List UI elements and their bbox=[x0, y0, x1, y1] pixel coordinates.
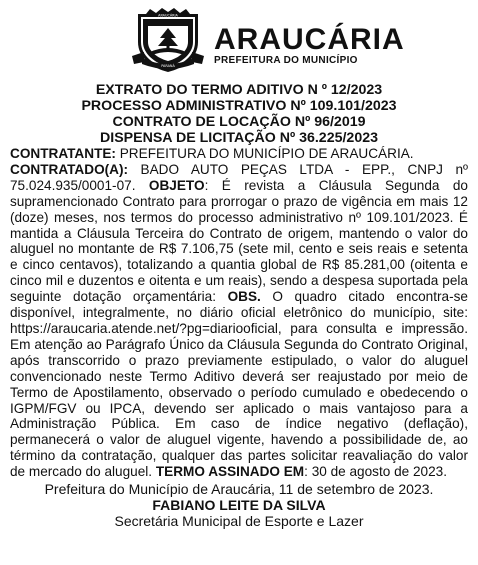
objeto-value: : É revista a Cláusula Segunda do supramencionado Contrato para prorrogar o prazo de vigência em mais 12 (doze) meses, nos termos do processo administrativo nº 109.101/2023. É mantida a Cláusula Terceira do Contrato de origem, mantendo o valor do aluguel no montante de R$ 7.106,75 (sete mil, cento e seis reais e setenta e cinco centavos), totalizando a quantia global de R$ 85.281,00 (oitenta e cinco mil e duzentos e oitenta e um reais), sendo a despesa suportada pela seguinte dotação orçamentária: bbox=[10, 177, 468, 305]
title-termo-aditivo: EXTRATO DO TERMO ADITIVO N º 12/2023 bbox=[95, 82, 383, 98]
title-dispensa: DISPENSA DE LICITAÇÃO Nº 36.225/2023 bbox=[100, 130, 378, 146]
signer-name: FABIANO LEITE DA SILVA bbox=[152, 497, 326, 514]
brand-name: ARAUCÁRIA bbox=[214, 23, 405, 56]
contratante-value: PREFEITURA DO MUNICÍPIO DE ARAUCÁRIA. bbox=[115, 146, 414, 161]
closing-block bbox=[10, 481, 468, 529]
document-titles bbox=[10, 82, 468, 146]
termo-value: : 30 de agosto de 2023. bbox=[304, 464, 447, 480]
document-body bbox=[10, 146, 468, 480]
contratante-label: CONTRATANTE: bbox=[10, 146, 116, 161]
crest-text-bottom: PARANÁ bbox=[161, 64, 175, 68]
letterhead bbox=[10, 0, 468, 78]
municipal-crest-icon bbox=[130, 8, 206, 74]
title-processo: PROCESSO ADMINISTRATIVO Nº 109.101/2023 bbox=[81, 98, 397, 114]
obs-value: O quadro citado encontra-se disponível, integralmente, no diário oficial eletrônico do município, site: https://araucaria.atende.net/?pg=diariooficial, para consulta e impressão. Em atenção ao Parágrafo Único da Cláusula Segunda do Contrato Original, após transcorrido o prazo previamente estipulado, o valor do aluguel convencionado neste Termo Aditivo deverá ser reajustado por meio de Termo de Apostilamento, observado o período cumulado e obedecendo o IGPM/FGV ou IPCA, devendo ser aplicado o mais vantajoso para a Administração Pública. Em caso de índice negativo (deflação), permanecerá o valor de aluguel vigente, havendo a possibilidade de, ao término da contratação, qualquer das partes solicitar reavaliação do valor de mercado do aluguel. bbox=[10, 289, 468, 480]
title-contrato: CONTRATO DE LOCAÇÃO Nº 96/2019 bbox=[112, 114, 366, 130]
contratado-value: BADO AUTO PEÇAS LTDA - EPP., CNPJ nº 75.024.935/0001-07. bbox=[10, 161, 468, 193]
obs-label: OBS. bbox=[227, 289, 261, 305]
place-date: Prefeitura do Município de Araucária, 11 de setembro de 2023. bbox=[44, 481, 434, 498]
crest-text-top: ARAUCÁRIA bbox=[158, 13, 178, 18]
objeto-label: OBJETO bbox=[148, 177, 205, 193]
contratado-label: CONTRATADO(A): bbox=[10, 161, 129, 177]
brand-subtitle: PREFEITURA DO MUNICÍPIO bbox=[214, 55, 358, 66]
brand-block bbox=[214, 23, 405, 66]
termo-label: TERMO ASSINADO EM bbox=[155, 464, 305, 480]
signer-role: Secretária Municipal de Esporte e Lazer bbox=[114, 513, 364, 530]
